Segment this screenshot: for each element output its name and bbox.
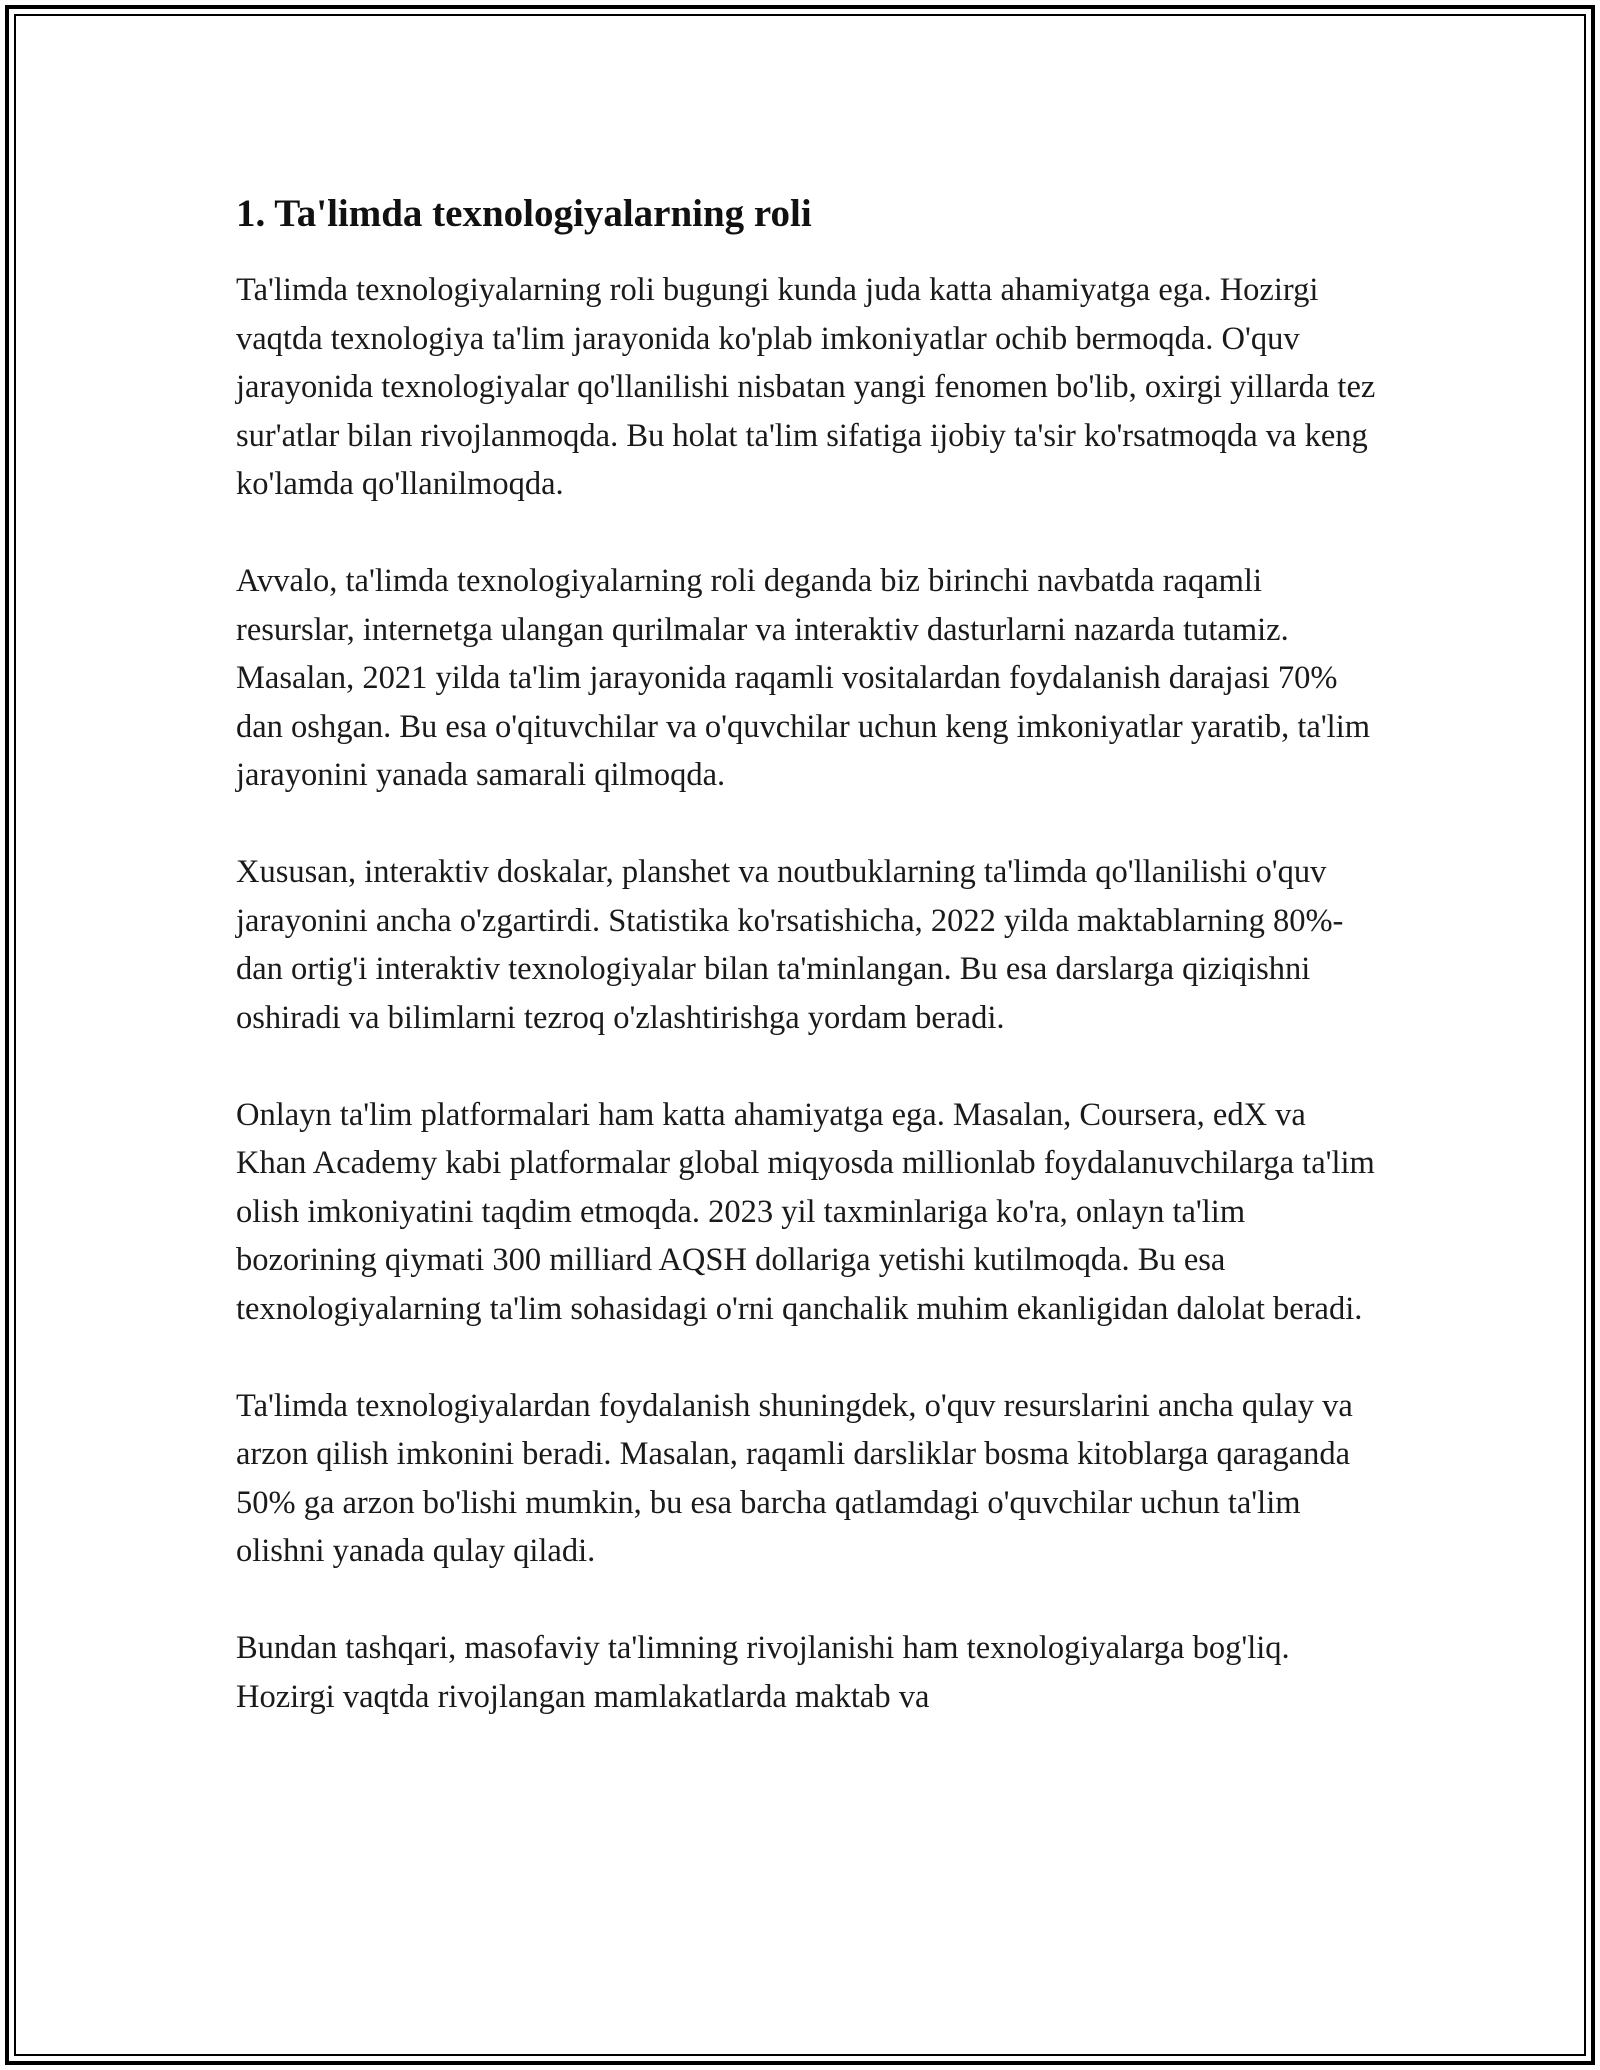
paragraph-1: Ta'limda texnologiyalarning roli bugungi kunda juda katta ahamiyatga ega. Hozirgi vaqtda texnologiya ta'lim jarayonida ko'plab imkoniyatlar ochib bermoqda. O'quv jarayonida texnologiyalar qo'llanilishi nisbatan yangi fenomen bo'lib, oxirgi yillarda tez sur'atlar bilan rivojlanmoqda. Bu holat ta'lim sifatiga ijobiy ta'sir ko'rsatmoqda va keng ko'lamda qo'llanilmoqda. <box>236 272 1376 502</box>
paragraph-2: Avvalo, ta'limda texnologiyalarning roli deganda biz birinchi navbatda raqamli resurslar, internetga ulangan qurilmalar va interaktiv dasturlarni nazarda tutamiz. Masalan, 2021 yilda ta'lim jarayonida raqamli vositalardan foydalanish darajasi 70% dan oshgan. Bu esa o'qituvchilar va o'quvchilar uchun keng imkoniyatlar yaratib, ta'lim jarayonini yanada samarali qilmoqda. <box>236 563 1371 793</box>
section-heading: 1. Ta'limda texnologiyalarning roli <box>236 192 812 235</box>
paragraph-4: Onlayn ta'lim platformalari ham katta ahamiyatga ega. Masalan, Coursera, edX va Khan Academy kabi platformalar global miqyosda millionlab foydalanuvchilarga ta'lim olish imkoniyatini taqdim etmoqda. 2023 yil taxminlariga ko'ra, onlayn ta'lim bozorining qiymati 300 milliard AQSH dollariga yetishi kutilmoqda. Bu esa texnologiyalarning ta'lim sohasidagi o'rni qanchalik muhim ekanligidan dalolat beradi. <box>236 1096 1375 1327</box>
document-body <box>236 190 1376 1770</box>
paragraph-3: Xususan, interaktiv doskalar, planshet va noutbuklarning ta'limda qo'llanilishi o'quv jarayonini ancha o'zgartirdi. Statistika ko'rsatishicha, 2022 yilda maktablarning 80%-dan ortig'i interaktiv texnologiyalar bilan ta'minlangan. Bu esa darslarga qiziqishni oshiradi va bilimlarni tezroq o'zlashtirishga yordam beradi. <box>236 854 1344 1036</box>
paragraph-6: Bundan tashqari, masofaviy ta'limning rivojlanishi ham texnologiyalarga bog'liq. Hozirgi vaqtda rivojlangan mamlakatlarda maktab va <box>236 1630 1290 1715</box>
paragraph-5: Ta'limda texnologiyalardan foydalanish shuningdek, o'quv resurslarini ancha qulay va arzon qilish imkonini beradi. Masalan, raqamli darsliklar bosma kitoblarga qaraganda 50% ga arzon bo'lishi mumkin, bu esa barcha qatlamdagi o'quvchilar uchun ta'lim olishni yanada qulay qiladi. <box>236 1387 1353 1569</box>
